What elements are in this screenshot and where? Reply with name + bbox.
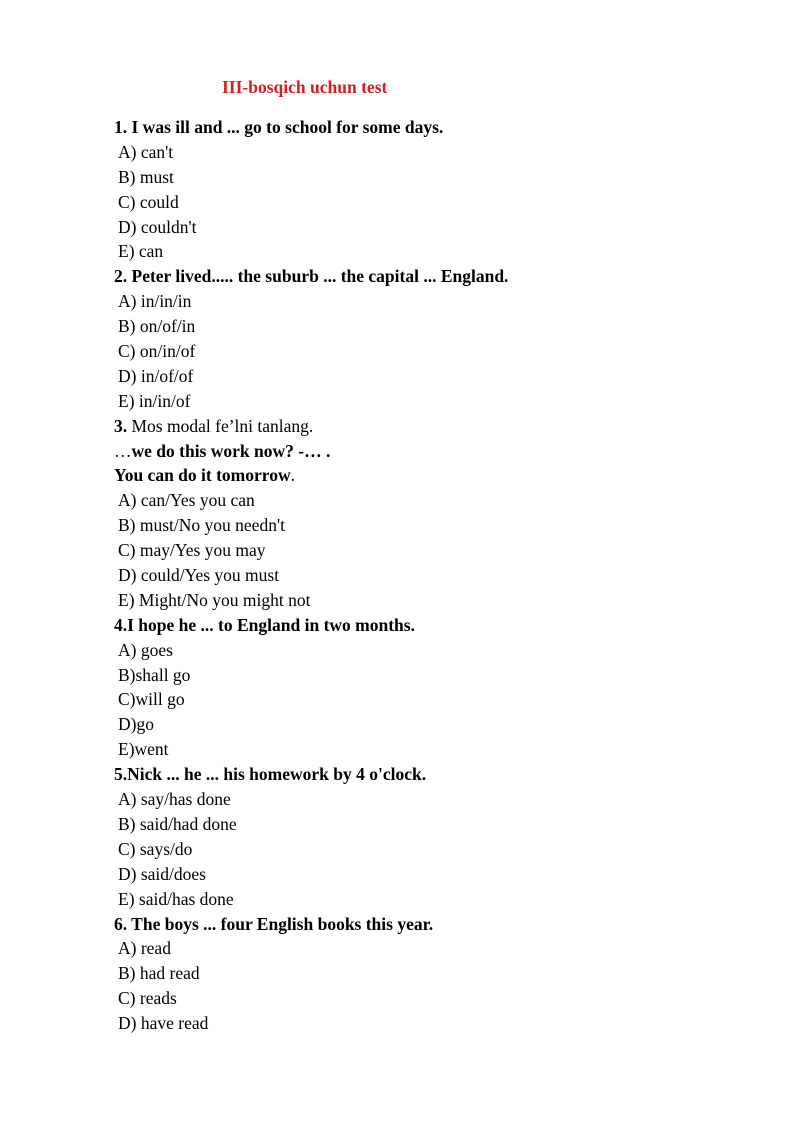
question-2-option-e: E) in/in/of	[118, 390, 191, 411]
question-1-prompt: 1. I was ill and ... go to school for some days.	[114, 117, 444, 137]
question-4-option-a: A) goes	[118, 639, 173, 660]
question-2-option-d: D) in/of/of	[118, 365, 194, 386]
question-3-sentence-text: we do this work now? -… .	[131, 440, 331, 461]
question-2-prompt: 2. Peter lived..... the suburb ... the capital ... England.	[114, 266, 509, 287]
question-3-response	[114, 463, 754, 488]
question-3-option-b: B) must/No you needn't	[118, 515, 285, 536]
question-6-option-a: A) read	[118, 938, 171, 959]
question-3-sentence	[114, 439, 754, 464]
question-4-option-e: E)went	[118, 739, 169, 760]
question-2-option-b: B) on/of/in	[118, 316, 196, 337]
question-3-response-text: You can do it tomorrow	[114, 465, 291, 486]
test-body	[114, 115, 754, 1036]
question-5-option-d: D) said/does	[118, 863, 206, 884]
question-5-prompt: 5.Nick ... he ... his homework by 4 o'clock.	[114, 764, 427, 785]
question-3-number: 3.	[114, 415, 128, 436]
question-3-option-d: D) could/Yes you must	[118, 565, 280, 586]
question-4-option-c: C)will go	[118, 689, 185, 710]
question-5-option-a: A) say/has done	[118, 789, 231, 810]
question-6-option-c: C) reads	[118, 988, 177, 1009]
question-3-response-end: .	[290, 465, 295, 486]
question-2-option-c: C) on/in/of	[118, 341, 196, 362]
question-3-option-a: A) can/Yes you can	[118, 490, 255, 511]
question-5-option-e: E) said/has done	[118, 888, 234, 909]
question-6-option-d: D) have read	[118, 1013, 209, 1034]
question-1-option-d: D) couldn't	[118, 216, 197, 237]
question-5-option-c: C) says/do	[118, 838, 193, 859]
question-3-sentence-lead: …	[114, 440, 132, 461]
question-1-option-e: E) can	[118, 241, 164, 262]
question-1-option-b: B) must	[118, 166, 174, 187]
question-3-option-e: E) Might/No you might not	[118, 589, 311, 610]
question-2-option-a: A) in/in/in	[118, 291, 192, 312]
document-title: III-bosqich uchun test	[222, 77, 388, 97]
question-4-option-b: B)shall go	[118, 664, 191, 685]
question-5-option-b: B) said/had done	[118, 813, 237, 834]
question-1-option-c: C) could	[118, 191, 179, 212]
question-3-instruction: Mos modal fe’lni tanlang.	[127, 415, 314, 436]
question-6-prompt: 6. The boys ... four English books this year.	[114, 913, 434, 934]
question-4-option-d: D)go	[118, 714, 154, 735]
question-1-option-a: A) can't	[118, 141, 174, 162]
question-4-prompt: 4.I hope he ... to England in two months.	[114, 614, 415, 635]
question-3-option-c: C) may/Yes you may	[118, 540, 266, 561]
question-6-option-b: B) had read	[118, 963, 200, 984]
question-3-prompt	[114, 414, 754, 439]
